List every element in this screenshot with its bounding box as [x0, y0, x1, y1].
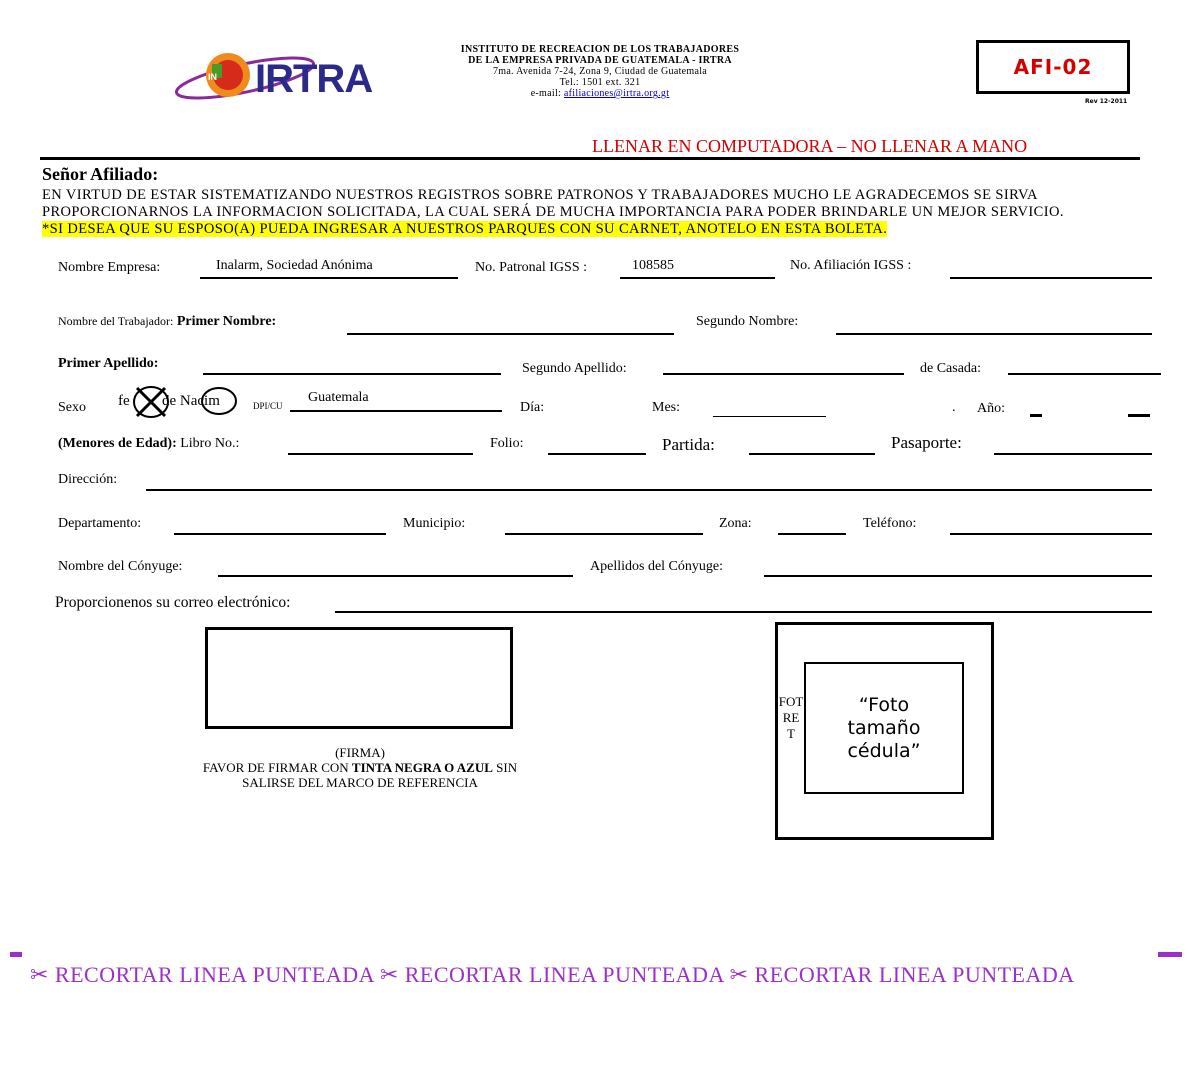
conyuge-apellidos-field[interactable]: [764, 575, 1152, 577]
folio-field[interactable]: [548, 453, 646, 455]
intro-highlight: [42, 221, 1064, 238]
svg-text:IN: IN: [208, 72, 217, 82]
primer-apellido-label: Primer Apellido:: [58, 356, 159, 371]
afiliacion-label: No. Afiliación IGSS :: [790, 258, 912, 273]
dia-label: Día:: [520, 400, 545, 415]
anio-field-left[interactable]: [1030, 414, 1042, 417]
segundo-nombre-field[interactable]: [836, 333, 1152, 335]
patronal-field[interactable]: [620, 277, 775, 279]
email-link[interactable]: afiliaciones@irtra.org.gt: [563, 88, 670, 99]
firma-instruction-line1: FAVOR DE FIRMAR CON TINTA NEGRA O AZUL SIN: [202, 760, 518, 775]
institute-address: 7ma. Avenida 7-24, Zona 9, Ciudad de Guatemala: [492, 66, 708, 77]
photo-caption-line3: cédula”: [847, 739, 921, 762]
form-code: AFI-02: [1013, 55, 1093, 79]
dpi-value[interactable]: Guatemala: [308, 390, 369, 405]
nombre-empresa-value[interactable]: Inalarm, Sociedad Anónima: [216, 258, 373, 273]
menores-row: [58, 436, 239, 452]
municipio-field[interactable]: [505, 533, 703, 535]
cut-line: [30, 962, 1075, 988]
dpi-label: DPI/CU: [253, 401, 283, 411]
partida-label: Partida:: [662, 435, 715, 454]
segundo-apellido-label: Segundo Apellido:: [522, 361, 627, 376]
conyuge-nombre-field[interactable]: [218, 575, 573, 577]
highlight-text: *SI DESEA QUE SU ESPOSO(A) PUEDA INGRESAR A NUESTROS PARQUES CON SU CARNET, ANOTELO EN ESTA BOLETA.: [42, 221, 888, 237]
casada-label: de Casada:: [920, 361, 982, 376]
libro-label: Libro No.:: [180, 436, 240, 451]
dpi-field[interactable]: [290, 410, 502, 412]
institute-info: [420, 44, 780, 99]
departamento-label: Departamento:: [58, 516, 142, 531]
photo-inner-box: [804, 662, 964, 794]
greeting: Señor Afiliado:: [42, 164, 159, 184]
anio-label: Año:: [977, 401, 1005, 416]
zona-label: Zona:: [719, 516, 752, 531]
intro-paragraph: [42, 187, 1064, 238]
zona-field[interactable]: [778, 533, 846, 535]
afiliacion-field[interactable]: [950, 277, 1152, 279]
libro-field[interactable]: [288, 453, 473, 455]
cut-segment-3: ✂ RECORTAR LINEA PUNTEADA: [729, 962, 1075, 987]
patronal-value[interactable]: 108585: [632, 258, 674, 273]
cut-segment-1: ✂ RECORTAR LINEA PUNTEADA: [30, 962, 374, 987]
photo-hidden-text: FOT RE T: [778, 694, 804, 741]
conyuge-nombre-label: Nombre del Cónyuge:: [58, 559, 183, 574]
trabajador-label: Nombre del Trabajador:: [58, 314, 174, 328]
anio-field-right[interactable]: [1128, 414, 1150, 417]
departamento-field[interactable]: [174, 533, 386, 535]
header-divider: [40, 157, 1140, 160]
pasaporte-label: Pasaporte:: [891, 433, 962, 452]
irtra-logo-text: IRTRA: [255, 57, 373, 101]
primer-nombre-label: Primer Nombre:: [176, 314, 277, 329]
nacim-fragment: de Nacim: [162, 393, 220, 409]
anio-dot: .: [952, 400, 956, 415]
institute-email-row: [420, 88, 780, 99]
institute-phone: Tel.: 1501 ext. 321: [559, 77, 641, 88]
signature-caption: [150, 745, 570, 790]
municipio-label: Municipio:: [403, 516, 466, 531]
casada-field[interactable]: [1008, 373, 1161, 375]
nombre-empresa-label: Nombre Empresa:: [58, 260, 161, 275]
photo-caption-line2: tamaño: [847, 716, 921, 739]
direccion-field[interactable]: [146, 489, 1152, 491]
primer-apellido-field[interactable]: [203, 373, 501, 375]
correo-label: Proporcionenos su correo electrónico:: [55, 594, 291, 611]
nombre-empresa-field[interactable]: [200, 277, 458, 279]
firma-instruction-line2: SALIRSE DEL MARCO DE REFERENCIA: [242, 775, 478, 790]
pasaporte-field[interactable]: [994, 453, 1152, 455]
partida-field[interactable]: [749, 453, 875, 455]
mes-field[interactable]: [713, 416, 826, 417]
institute-line2: DE LA EMPRESA PRIVADA DE GUATEMALA - IRTRA: [468, 55, 732, 66]
fecha-fragment: fe: [118, 393, 130, 409]
photo-caption-line1: “Foto: [858, 693, 910, 716]
intro-line2: PROPORCIONARNOS LA INFORMACION SOLICITADA, LA CUAL SERÁ DE MUCHA IMPORTANCIA PARA PODER BRINDARLE UN MEJOR SERVICIO.: [42, 204, 1064, 220]
email-label: e-mail:: [530, 88, 562, 99]
conyuge-apellidos-label: Apellidos del Cónyuge:: [590, 559, 723, 574]
telefono-field[interactable]: [950, 533, 1152, 535]
cut-segment-2: ✂ RECORTAR LINEA PUNTEADA: [379, 962, 724, 987]
segundo-nombre-label: Segundo Nombre:: [696, 314, 799, 329]
institute-line1: INSTITUTO DE RECREACION DE LOS TRABAJADORES: [460, 44, 740, 55]
revision-label: Rev 12-2011: [1085, 98, 1128, 105]
direccion-label: Dirección:: [58, 472, 118, 487]
sexo-label: Sexo: [58, 400, 86, 415]
cut-dash-left: [10, 952, 22, 957]
firma-label: (FIRMA): [335, 745, 385, 760]
telefono-label: Teléfono:: [863, 516, 917, 531]
form-code-box: [976, 40, 1130, 94]
trabajador-row: [58, 314, 276, 330]
correo-field[interactable]: [335, 611, 1152, 613]
circled-option-icon[interactable]: [199, 386, 239, 416]
fill-instruction: LLENAR EN COMPUTADORA – NO LLENAR A MANO: [592, 136, 1028, 156]
mes-label: Mes:: [652, 400, 680, 415]
folio-label: Folio:: [490, 436, 524, 451]
primer-nombre-field[interactable]: [347, 333, 674, 335]
segundo-apellido-field[interactable]: [663, 373, 904, 375]
menores-label: (Menores de Edad):: [58, 436, 177, 451]
cut-dash-right: [1158, 952, 1182, 957]
patronal-label: No. Patronal IGSS :: [475, 260, 587, 275]
intro-line1: EN VIRTUD DE ESTAR SISTEMATIZANDO NUESTROS REGISTROS SOBRE PATRONOS Y TRABAJADORES MUCHO LE AGRADECEMOS SE SIRVA: [42, 187, 1038, 203]
signature-box[interactable]: [205, 627, 513, 729]
